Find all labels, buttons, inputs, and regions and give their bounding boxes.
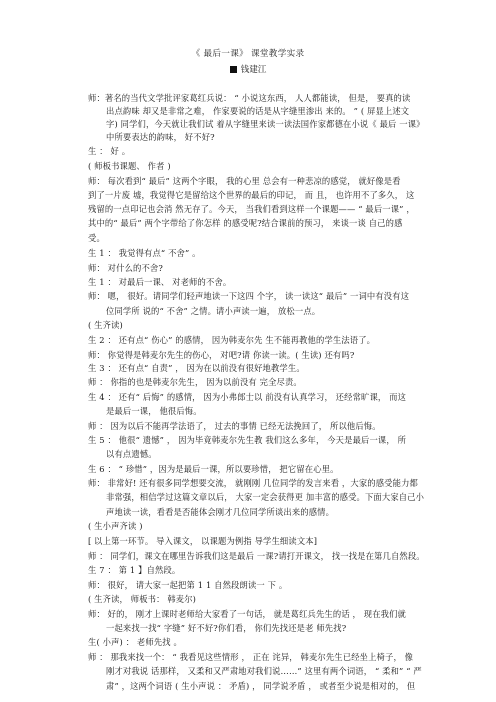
text-line: 中所要表达的韵味， 好不好?	[106, 132, 215, 142]
text-line: 师： 你觉得是韩麦尔先生的伤心， 对吧?请 你读一读。( 生读) 还有吗?	[88, 350, 355, 360]
text-line: 刚才对我说 话那样， 又柔和又严肃地对我们说……” 这里有两个词语， “ 柔和” “ 严	[106, 666, 422, 676]
text-line: [ 以上第一环节。 导入课文， 以课题为例指 导学生细读文本]	[88, 536, 318, 546]
text-line: 以有点遗憾。	[106, 449, 157, 459]
text-line: 到了一片废 墟，我觉得它是留给这个世界的最后的印记， 而 且， 也许用不了多久， 这	[88, 190, 415, 200]
text-line: 受。	[88, 233, 105, 243]
text-line: 生 4 ： 还有“ 后悔” 的感情， 因为小弗郎士以 前没有认真学习， 还经常旷课， 而这	[88, 392, 407, 402]
text-line: 生( 小声) ： 老师先找 。	[88, 637, 182, 647]
text-line: 师： 对什么的不舍?	[88, 263, 163, 273]
text-line: 师：著名的当代文学批评家葛红兵说： “ 小说这东西， 人人都能读， 但是， 要真的读	[88, 93, 411, 103]
text-line: 字) 同学们，今天就让我们试 着从字缝里来读一读法国作家都德在小说《 最后 一课》	[106, 119, 425, 129]
text-line: 师： 嗯， 很好。请同学们轻声地读一下这四 个字， 读一读这“ 最后” 一词中有没有这	[88, 291, 410, 301]
text-line: 是最后一课， 他很后悔。	[106, 406, 202, 416]
text-line: 非常强，相信学过这篇文章以后， 大家一定会获得更 加丰富的感受。下面大家自己小	[106, 492, 425, 502]
text-line: 出点韵味 却又是非常之难， 作家要说的话是从字缝里渗出 来的。 ” ( 屏显上述文	[106, 106, 410, 116]
text-line: 师： 每次看到“ 最后” 这两个字眼， 我的心里 总会有一种悲凉的感觉， 就好像是看	[88, 176, 401, 186]
text-line: ( 生齐读)	[88, 320, 123, 330]
text-line: 师 ： 你指的也是韩麦尔先生， 因为以前没有 完全尽责。	[88, 377, 302, 387]
text-line: ( 师板书课题、 作者 )	[88, 161, 171, 171]
text-line: 师 ： 同学们，课文在哪里告诉我们这是最后 一课?请打开课文， 找一找是在第几自然段。	[88, 551, 425, 561]
square-bullet-icon	[230, 66, 237, 73]
author-line	[0, 63, 496, 75]
text-line: 残留的一点印记也会消 然无存了。今天， 当我们看到这样一个课题—— “ 最后一课” ，	[88, 204, 415, 214]
text-line: 师： 非常好! 还有很多同学想要交流， 就刚刚 几位同学的发言来看 ，大家的感受能力都	[88, 478, 418, 488]
text-line: 肃” ，这两个词语 ( 生小声说 ： 矛盾) ， 同学说矛盾 ， 或者至少说是相对的， 但	[106, 681, 416, 691]
text-line: 生 1 ： 对最后一课、 对老师的不舍。	[88, 277, 232, 287]
text-line: 师： 很好， 请大家一起把第 1 1 自然段朗读一 下 。	[88, 580, 288, 590]
text-line: 生 1 ： 我觉得有点“ 不舍” 。	[88, 248, 201, 258]
text-line: ( 生齐读， 师板书： 韩麦尔)	[88, 594, 197, 604]
text-line: ( 生小声齐读 )	[88, 521, 143, 531]
author-name: 钱建江	[240, 65, 267, 75]
text-line: 生 ： 好 。	[88, 146, 131, 156]
text-line: 生 3 ： 还有点“ 自责” ， 因为在以前没有很好地教学生。	[88, 363, 305, 373]
text-line: 生 7 ： 第 1 】自然段。	[88, 565, 181, 575]
text-line: 师 ： 那我来找一个： “ 我看见这些情形 ， 正在 诧异， 韩麦尔先生已经坐上椅子， 像	[88, 652, 414, 662]
text-line: 其中的“ 最后” 两个字带给了你怎样 的感受呢?结合课前的预习， 来谈一谈 自己的感	[88, 218, 403, 228]
text-line: 生 6 ： “ 珍惜” ，因为是最后一课，所以要珍惜， 把它留在心里。	[88, 464, 339, 474]
text-line: 师： 好的， 刚才上课时老师给大家看了一句话， 就是葛红兵先生的话 ， 现在我们就	[88, 609, 407, 619]
text-line: 生 2 ： 还有点“ 伤心” 的感情， 因为韩麦尔先 生不能再教他的学生法语了。	[88, 335, 376, 345]
document-title: 《 最后一课》 课堂教学实录	[191, 49, 305, 59]
text-line: 生 5 ： 他很“ 遗憾” ， 因为毕竟韩麦尔先生教 我们这么多年， 今天是最后一课， 所	[88, 435, 407, 445]
text-line: 一起来找一找“ 字缝” 好不好?你们看， 你们先找还是老 师先找?	[106, 623, 347, 633]
text-line: 位同学所 说的“ 不舍” 之情。请小声读一遍， 放松一点。	[106, 306, 321, 316]
text-line: 声地读一读，看看是否能体会刚才几位同学所谈出来的感情。	[106, 507, 335, 517]
text-line: 师 ： 因为以后不能再学法语了， 过去的事情 已经无法挽回了， 所以他后悔。	[88, 421, 381, 431]
